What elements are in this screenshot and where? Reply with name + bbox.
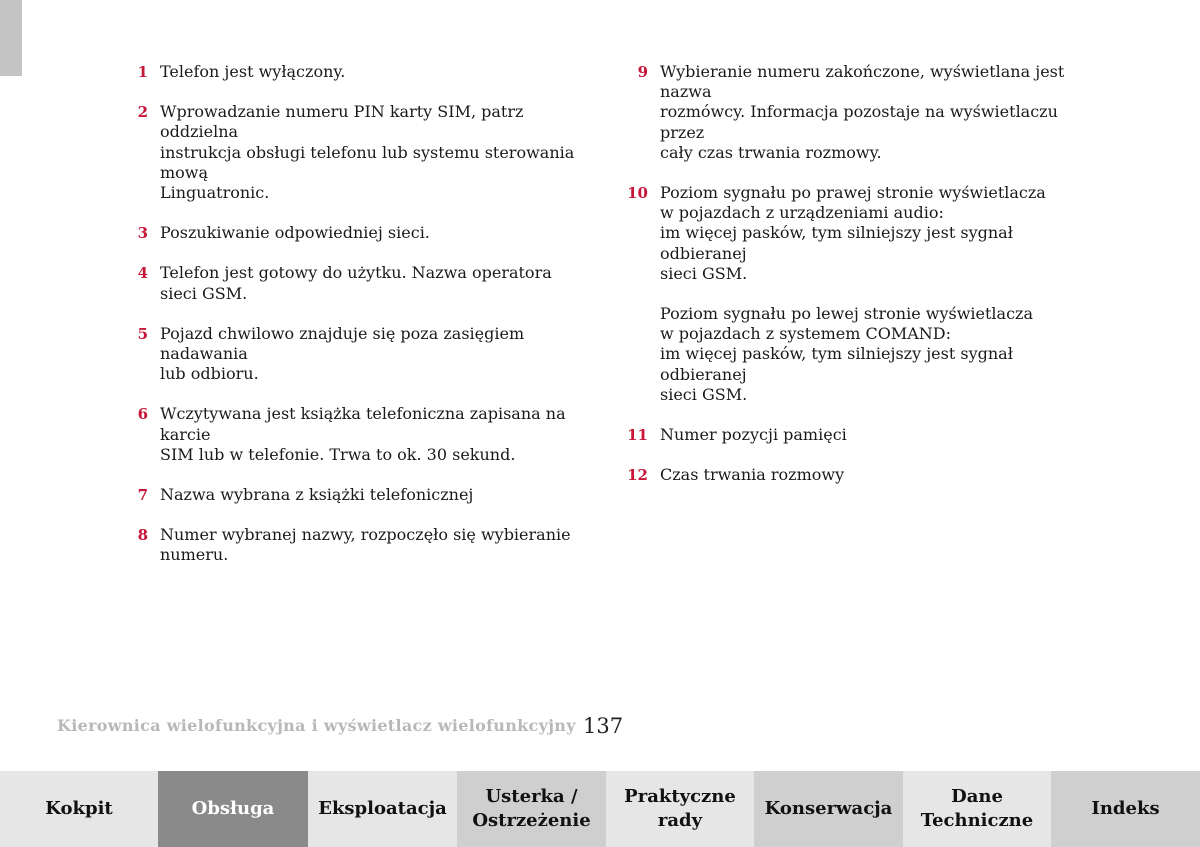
legend-item-text	[160, 525, 588, 565]
legend-item	[618, 183, 1098, 405]
tab-konserwacja[interactable]: Konserwacja	[754, 771, 903, 847]
chapter-tab-bar	[0, 771, 1200, 847]
tab-dane-techniczne[interactable]: Dane Techniczne	[903, 771, 1051, 847]
legend-item-number: 12	[627, 466, 648, 485]
legend-item-text	[160, 102, 588, 203]
legend-item	[118, 62, 588, 82]
legend-item-number: 1	[137, 63, 148, 81]
legend-item-text	[660, 425, 1098, 445]
legend-item	[618, 425, 1098, 445]
legend-item	[118, 324, 588, 385]
legend-item-paragraph: Telefon jest gotowy do użytku. Nazwa operatora sieci GSM.	[160, 263, 552, 303]
legend-item-number: 9	[637, 63, 648, 81]
legend-item-paragraph: Wprowadzanie numeru PIN karty SIM, patrz oddzielna instrukcja obsługi telefonu lub systemu sterowania mową Linguatronic.	[160, 102, 575, 203]
legend-item-number: 3	[137, 224, 148, 243]
legend-item-text	[160, 404, 588, 465]
legend-item-text	[160, 263, 588, 303]
legend-item-text	[660, 183, 1098, 405]
legend-left-column	[118, 62, 588, 586]
legend-item-number: 7	[137, 486, 148, 505]
legend-item-text	[160, 223, 588, 243]
legend-item-number: 11	[627, 426, 648, 445]
legend-item-number: 6	[137, 405, 148, 424]
legend-item	[118, 102, 588, 203]
legend-item-paragraph: Poziom sygnału po prawej stronie wyświetlacza w pojazdach z urządzeniami audio: im więcej pasków, tym silniejszy jest sygnał odbieranej sieci GSM.	[660, 183, 1046, 283]
legend-item	[118, 223, 588, 243]
legend-item-text	[160, 62, 588, 82]
legend-item-paragraph: Nazwa wybrana z książki telefonicznej	[160, 485, 474, 505]
legend-item	[618, 465, 1098, 485]
tab-kokpit[interactable]: Kokpit	[0, 771, 158, 847]
legend-item-number: 5	[137, 324, 148, 343]
legend-item-paragraph: Numer wybranej nazwy, rozpoczęło się wybieranie numeru.	[160, 525, 571, 565]
tab-obsluga[interactable]: Obsługa	[158, 771, 308, 847]
legend-item-text	[160, 485, 588, 505]
legend-item-paragraph: Poziom sygnału po lewej stronie wyświetlacza w pojazdach z systemem COMAND: im więcej pasków, tym silniejszy jest sygnał odbieranej sieci GSM.	[660, 304, 1033, 404]
legend-item	[118, 525, 588, 565]
legend-item-paragraph: Wczytywana jest książka telefoniczna zapisana na karcie SIM lub w telefonie. Trwa to ok. 30 sekund.	[160, 404, 566, 464]
tab-eksploatacja[interactable]: Eksploatacja	[308, 771, 457, 847]
legend-item-paragraph: Numer pozycji pamięci	[660, 425, 847, 445]
tab-indeks[interactable]: Indeks	[1051, 771, 1200, 847]
legend-right-column	[618, 62, 1098, 505]
legend-item-text	[660, 62, 1098, 163]
page-corner-marker	[0, 0, 22, 76]
legend-item-number: 4	[137, 264, 148, 283]
legend-item-paragraph: Wybieranie numeru zakończone, wyświetlana jest nazwa rozmówcy. Informacja pozostaje na wyświetlaczu przez cały czas trwania rozmowy.	[660, 62, 1065, 162]
page-number: 137	[583, 714, 624, 738]
legend-item	[118, 404, 588, 465]
legend-item-text	[160, 324, 588, 385]
legend-item-text	[660, 465, 1098, 485]
legend-item-paragraph: Poszukiwanie odpowiedniej sieci.	[160, 223, 430, 243]
tab-praktyczne-rady[interactable]: Praktyczne rady	[606, 771, 754, 847]
legend-item	[618, 62, 1098, 163]
legend-item-paragraph: Telefon jest wyłączony.	[160, 62, 346, 81]
tab-usterka-ostrzezenie[interactable]: Usterka / Ostrzeżenie	[457, 771, 606, 847]
legend-item-paragraph: Pojazd chwilowo znajduje się poza zasięgiem nadawania lub odbioru.	[160, 323, 525, 384]
legend-item-number: 8	[137, 526, 148, 545]
legend-item-number: 10	[627, 184, 648, 203]
section-title: Kierownica wielofunkcyjna i wyświetlacz wielofunkcyjny	[57, 716, 576, 735]
legend-item-number: 2	[137, 103, 148, 122]
legend-item-paragraph: Czas trwania rozmowy	[660, 465, 845, 485]
legend-item	[118, 485, 588, 505]
legend-item	[118, 263, 588, 303]
